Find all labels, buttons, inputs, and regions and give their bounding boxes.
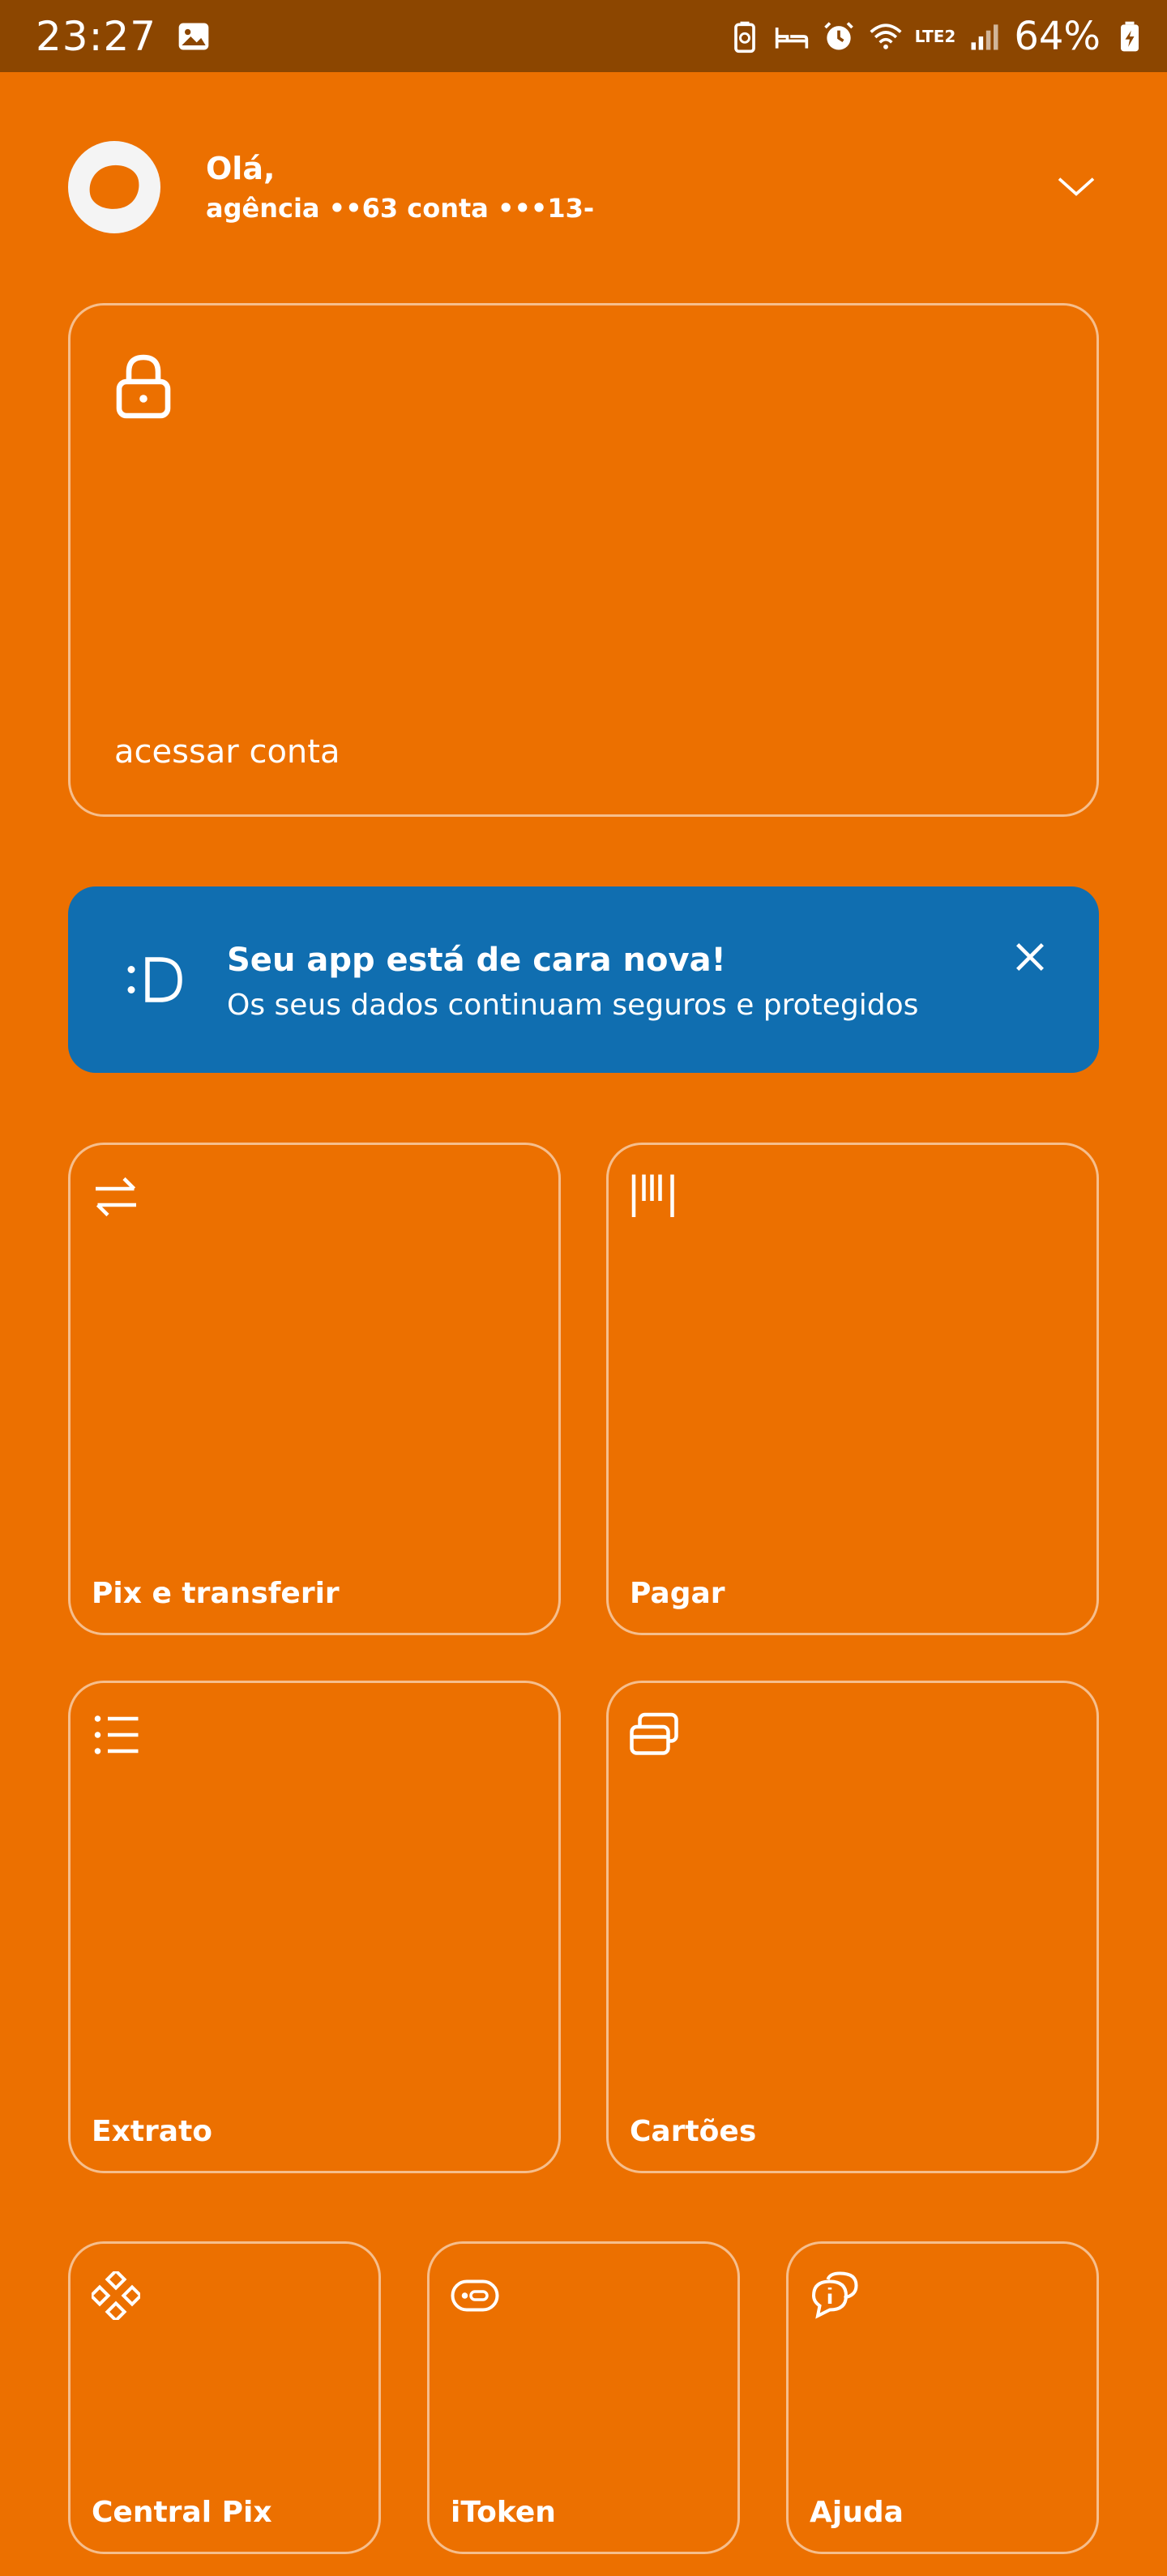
cards-icon bbox=[630, 1711, 678, 1759]
list-icon bbox=[92, 1711, 140, 1759]
battery-level: 64% bbox=[1014, 13, 1101, 59]
transfer-arrows-icon bbox=[92, 1173, 140, 1221]
pix-diamond-icon bbox=[92, 2271, 140, 2320]
wifi-icon bbox=[868, 19, 904, 54]
banner-title: Seu app está de cara nova! bbox=[227, 942, 726, 979]
chevron-down-icon[interactable] bbox=[1054, 164, 1099, 209]
status-time: 23:27 bbox=[36, 12, 157, 60]
close-icon[interactable] bbox=[1011, 938, 1049, 976]
gallery-icon bbox=[176, 19, 212, 54]
signal-icon bbox=[967, 19, 1002, 54]
battery-icon bbox=[1112, 19, 1148, 54]
greeting-text: Olá, bbox=[206, 151, 276, 186]
banner-subtitle: Os seus dados continuam seguros e protegidos bbox=[227, 989, 919, 1022]
help-tile[interactable] bbox=[786, 2241, 1099, 2554]
alarm-icon bbox=[821, 19, 857, 54]
pix-transfer-tile[interactable] bbox=[68, 1143, 561, 1635]
avatar[interactable] bbox=[68, 141, 160, 233]
bed-icon bbox=[774, 19, 810, 54]
status-bar bbox=[0, 0, 1167, 72]
cards-label: Cartões bbox=[630, 2115, 757, 2148]
central-pix-label: Central Pix bbox=[92, 2496, 272, 2529]
statement-tile[interactable] bbox=[68, 1681, 561, 2173]
access-account-label: acessar conta bbox=[114, 733, 340, 771]
token-icon bbox=[451, 2271, 499, 2320]
help-chat-icon bbox=[810, 2271, 858, 2320]
new-app-banner[interactable] bbox=[68, 886, 1099, 1073]
smile-face-icon bbox=[123, 955, 188, 1005]
access-account-card[interactable] bbox=[68, 303, 1099, 817]
cards-tile[interactable] bbox=[606, 1681, 1099, 2173]
barcode-icon bbox=[630, 1173, 678, 1221]
network-type-label: LTE2 bbox=[914, 26, 956, 46]
pay-label: Pagar bbox=[630, 1577, 725, 1610]
itoken-tile[interactable] bbox=[427, 2241, 740, 2554]
account-header[interactable] bbox=[68, 139, 1099, 235]
itoken-label: iToken bbox=[451, 2496, 556, 2529]
pay-tile[interactable] bbox=[606, 1143, 1099, 1635]
pix-transfer-label: Pix e transferir bbox=[92, 1577, 340, 1610]
avatar-shape bbox=[85, 160, 143, 214]
account-info: agência ••63 conta •••13- bbox=[206, 193, 595, 224]
help-label: Ajuda bbox=[810, 2496, 904, 2529]
central-pix-tile[interactable] bbox=[68, 2241, 381, 2554]
lock-icon bbox=[114, 352, 173, 421]
statement-label: Extrato bbox=[92, 2115, 213, 2148]
battery-saver-icon bbox=[727, 19, 763, 54]
